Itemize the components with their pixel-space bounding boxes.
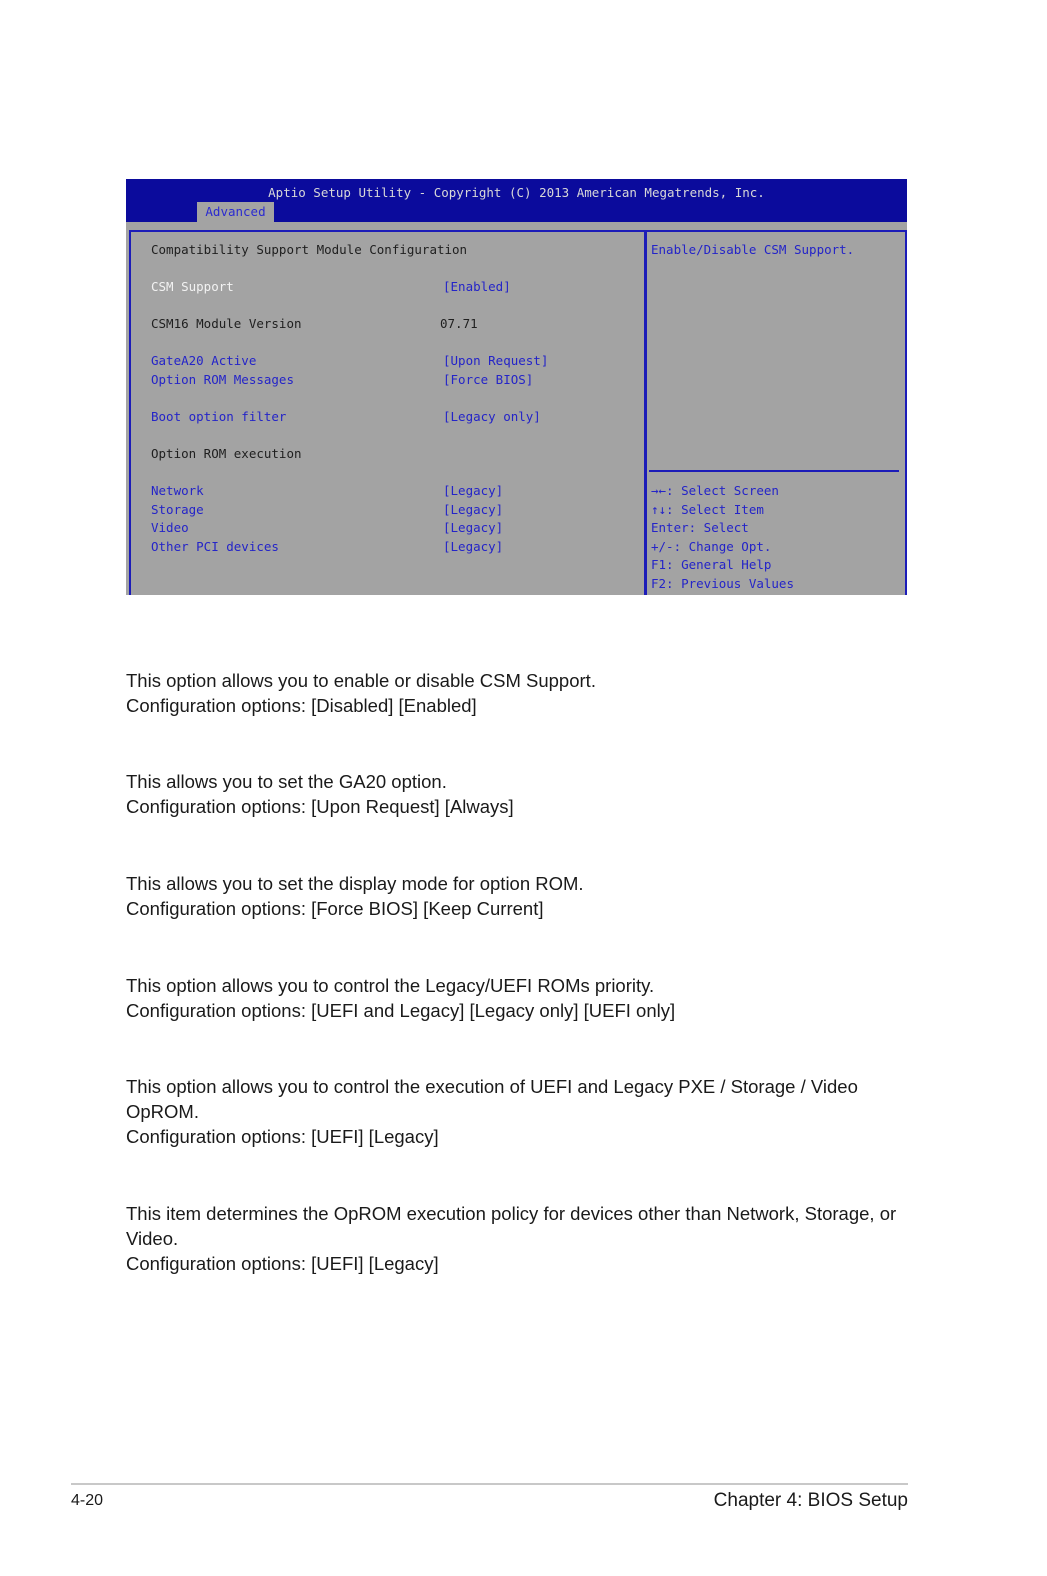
- csm16-version-label: CSM16 Module Version: [151, 316, 302, 331]
- bios-help-panel: [645, 230, 907, 595]
- desc-options: Configuration options: [Force BIOS] [Keep Current]: [126, 898, 544, 919]
- bios-screenshot: [126, 179, 907, 595]
- bios-header: [126, 179, 907, 222]
- bios-settings-panel: [129, 230, 646, 595]
- csm-support-label[interactable]: CSM Support: [151, 279, 234, 294]
- desc-other-pci: [126, 1201, 906, 1276]
- desc-csm-support: [126, 668, 916, 718]
- desc-boot-option-filter: [126, 973, 916, 1023]
- other-pci-label[interactable]: Other PCI devices: [151, 539, 279, 554]
- desc-text: This option allows you to control the Legacy/UEFI ROMs priority.: [126, 975, 655, 996]
- tab-advanced[interactable]: Advanced: [197, 202, 274, 222]
- key-help-line: Enter: Select: [651, 520, 749, 535]
- other-pci-value[interactable]: [Legacy]: [443, 539, 504, 554]
- network-value[interactable]: [Legacy]: [443, 483, 504, 498]
- network-label[interactable]: Network: [151, 483, 204, 498]
- boot-option-filter-value[interactable]: [Legacy only]: [443, 409, 541, 424]
- section-title: Compatibility Support Module Configuration: [151, 242, 468, 257]
- video-value[interactable]: [Legacy]: [443, 520, 504, 535]
- chapter-title: Chapter 4: BIOS Setup: [713, 1490, 908, 1511]
- help-text: Enable/Disable CSM Support.: [651, 242, 855, 257]
- page-number: 4-20: [71, 1492, 104, 1509]
- key-help-line: F2: Previous Values: [651, 576, 794, 591]
- key-help-line: →←: Select Screen: [651, 483, 779, 498]
- desc-text: This item determines the OpROM execution policy for devices other than Network, Storage, or Video.: [126, 1203, 897, 1249]
- storage-label[interactable]: Storage: [151, 502, 204, 517]
- video-label[interactable]: Video: [151, 520, 189, 535]
- gatea20-label[interactable]: GateA20 Active: [151, 353, 257, 368]
- desc-text: This allows you to set the display mode for option ROM.: [126, 873, 584, 894]
- desc-text: This option allows you to control the execution of UEFI and Legacy PXE / Storage / Video OpROM.: [126, 1076, 858, 1122]
- gatea20-value[interactable]: [Upon Request]: [443, 353, 549, 368]
- bios-title: Aptio Setup Utility - Copyright (C) 2013 American Megatrends, Inc.: [268, 185, 765, 200]
- option-rom-execution-label: Option ROM execution: [151, 446, 302, 461]
- key-help-line: ↑↓: Select Item: [651, 502, 764, 517]
- desc-options: Configuration options: [UEFI] [Legacy]: [126, 1253, 439, 1274]
- footer-divider: [71, 1483, 908, 1485]
- desc-text: This option allows you to enable or disable CSM Support.: [126, 670, 596, 691]
- desc-options: Configuration options: [UEFI] [Legacy]: [126, 1126, 439, 1147]
- csm-support-value[interactable]: [Enabled]: [443, 279, 511, 294]
- desc-options: Configuration options: [Disabled] [Enabled]: [126, 695, 477, 716]
- desc-text: This allows you to set the GA20 option.: [126, 771, 447, 792]
- help-divider: [649, 470, 899, 472]
- storage-value[interactable]: [Legacy]: [443, 502, 504, 517]
- option-rom-messages-value[interactable]: [Force BIOS]: [443, 372, 534, 387]
- boot-option-filter-label[interactable]: Boot option filter: [151, 409, 287, 424]
- option-rom-messages-label[interactable]: Option ROM Messages: [151, 372, 294, 387]
- desc-options: Configuration options: [Upon Request] [Always]: [126, 796, 514, 817]
- desc-option-rom-messages: [126, 871, 916, 921]
- desc-network-storage-video: [126, 1074, 896, 1149]
- desc-gatea20: [126, 769, 916, 819]
- csm16-version-value: 07.71: [440, 316, 478, 331]
- desc-options: Configuration options: [UEFI and Legacy] [Legacy only] [UEFI only]: [126, 1000, 676, 1021]
- key-help-line: +/-: Change Opt.: [651, 539, 772, 554]
- key-help-line: F1: General Help: [651, 557, 772, 572]
